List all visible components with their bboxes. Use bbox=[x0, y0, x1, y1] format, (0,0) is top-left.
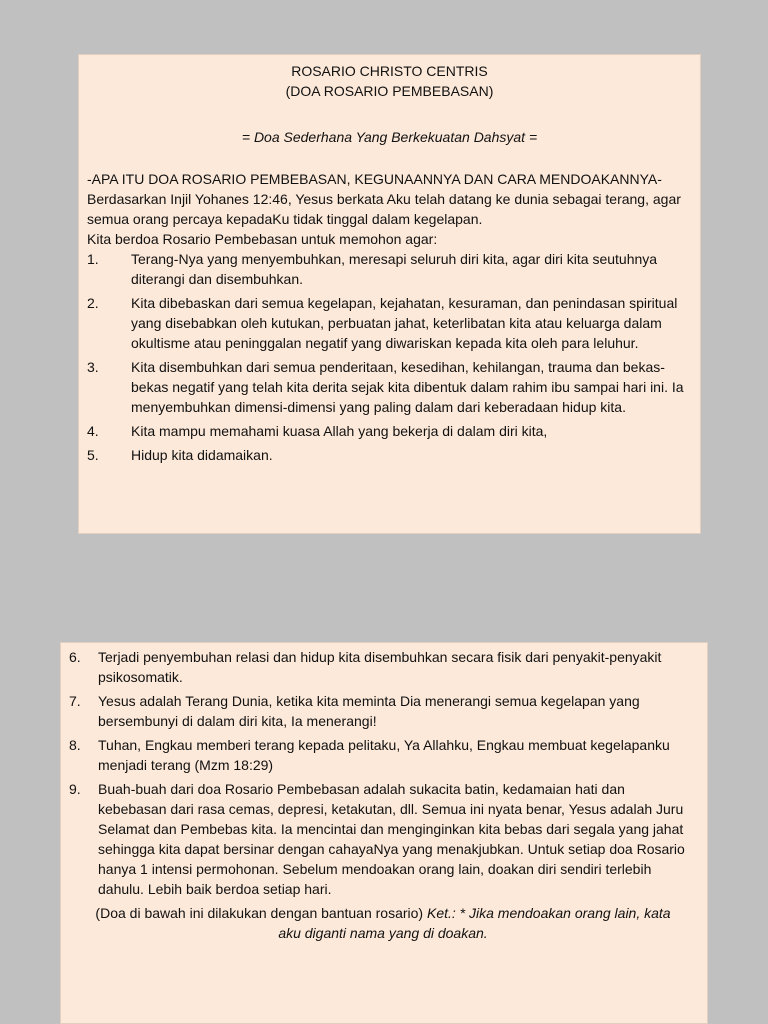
list-text: Kita dibebaskan dari semua kegelapan, kejahatan, kesuraman, dan penindasan spiritual yang disebabkan oleh kutukan, perbuatan jahat, keterlibatan kita atau keluarga dalam okultisme atau peninggalan negatif yang diwariskan kepada kita oleh para leluhur. bbox=[131, 295, 678, 351]
intro-paragraph: Berdasarkan Injil Yohanes 12:46, Yesus berkata Aku telah datang ke dunia sebagai terang, agar semua orang percaya kepadaKu tidak tinggal dalam kegelapan. bbox=[87, 191, 681, 227]
document-page-2 bbox=[60, 642, 708, 1024]
document-subtitle-title: (DOA ROSARIO PEMBEBASAN) bbox=[285, 83, 494, 99]
petition-list-continued bbox=[69, 647, 697, 899]
list-item bbox=[69, 647, 697, 687]
closing-note: Ket.: * Jika mendoakan orang lain, kata aku diganti nama yang di doakan. bbox=[278, 905, 671, 941]
document-page-1 bbox=[78, 54, 701, 534]
tagline: = Doa Sederhana Yang Berkekuatan Dahsyat = bbox=[241, 129, 538, 145]
list-number: 4. bbox=[87, 423, 99, 439]
document-title: ROSARIO CHRISTO CENTRIS bbox=[291, 63, 488, 79]
list-number: 7. bbox=[69, 693, 81, 709]
list-number: 6. bbox=[69, 649, 81, 665]
list-number: 9. bbox=[69, 781, 81, 797]
list-item bbox=[69, 735, 697, 775]
list-text: Kita mampu memahami kuasa Allah yang bekerja di dalam diri kita, bbox=[131, 423, 548, 439]
list-text: Kita disembuhkan dari semua penderitaan, kesedihan, kehilangan, trauma dan bekas-bekas negatif yang telah kita derita sejak kita dibentuk dalam rahim ibu sampai hari ini. Ia menyembuhkan dimensi-dimensi yang paling dalam dari keberadaan hidup kita. bbox=[131, 359, 684, 415]
list-text: Terang-Nya yang menyembuhkan, meresapi seluruh diri kita, agar diri kita seutuhnya diterangi dan disembuhkan. bbox=[131, 251, 658, 287]
list-number: 1. bbox=[87, 251, 99, 267]
request-paragraph: Kita berdoa Rosario Pembebasan untuk memohon agar: bbox=[87, 231, 438, 247]
closing-paragraph bbox=[69, 903, 697, 943]
list-number: 8. bbox=[69, 737, 81, 753]
list-item bbox=[69, 691, 697, 731]
list-text: Yesus adalah Terang Dunia, ketika kita meminta Dia menerangi semua kegelapan yang bersembunyi di dalam diri kita, Ia menerangi! bbox=[98, 693, 640, 729]
list-item bbox=[87, 357, 692, 417]
list-number: 2. bbox=[87, 295, 99, 311]
petition-list bbox=[87, 249, 692, 465]
list-item bbox=[69, 779, 697, 899]
section-heading: -APA ITU DOA ROSARIO PEMBEBASAN, KEGUNAANNYA DAN CARA MENDOAKANNYA- bbox=[87, 171, 662, 187]
list-text: Tuhan, Engkau memberi terang kepada pelitaku, Ya Allahku, Engkau membuat kegelapanku menjadi terang (Mzm 18:29) bbox=[98, 737, 670, 773]
list-text: Buah-buah dari doa Rosario Pembebasan adalah sukacita batin, kedamaian hati dan kebebasan dari rasa cemas, depresi, ketakutan, dll. Semua ini nyata benar, Yesus adalah Juru Selamat dan Pembebas kita. Ia mencintai dan menginginkan kita bebas dari segala yang jahat sehingga kita dapat bersinar dengan cahayaNya yang menakjubkan. Untuk setiap doa Rosario hanya 1 intensi permohonan. Sebelum mendoakan orang lain, doakan diri sendiri terlebih dahulu. Lebih baik berdoa setiap hari. bbox=[98, 781, 685, 897]
list-number: 3. bbox=[87, 359, 99, 375]
list-item bbox=[87, 249, 692, 289]
closing-main-text: (Doa di bawah ini dilakukan dengan bantuan rosario) bbox=[95, 905, 424, 921]
list-item bbox=[87, 445, 692, 465]
list-text: Hidup kita didamaikan. bbox=[131, 447, 273, 463]
list-item bbox=[87, 293, 692, 353]
list-number: 5. bbox=[87, 447, 99, 463]
list-text: Terjadi penyembuhan relasi dan hidup kita disembuhkan secara fisik dari penyakit-penyakit psikosomatik. bbox=[98, 649, 662, 685]
list-item bbox=[87, 421, 692, 441]
